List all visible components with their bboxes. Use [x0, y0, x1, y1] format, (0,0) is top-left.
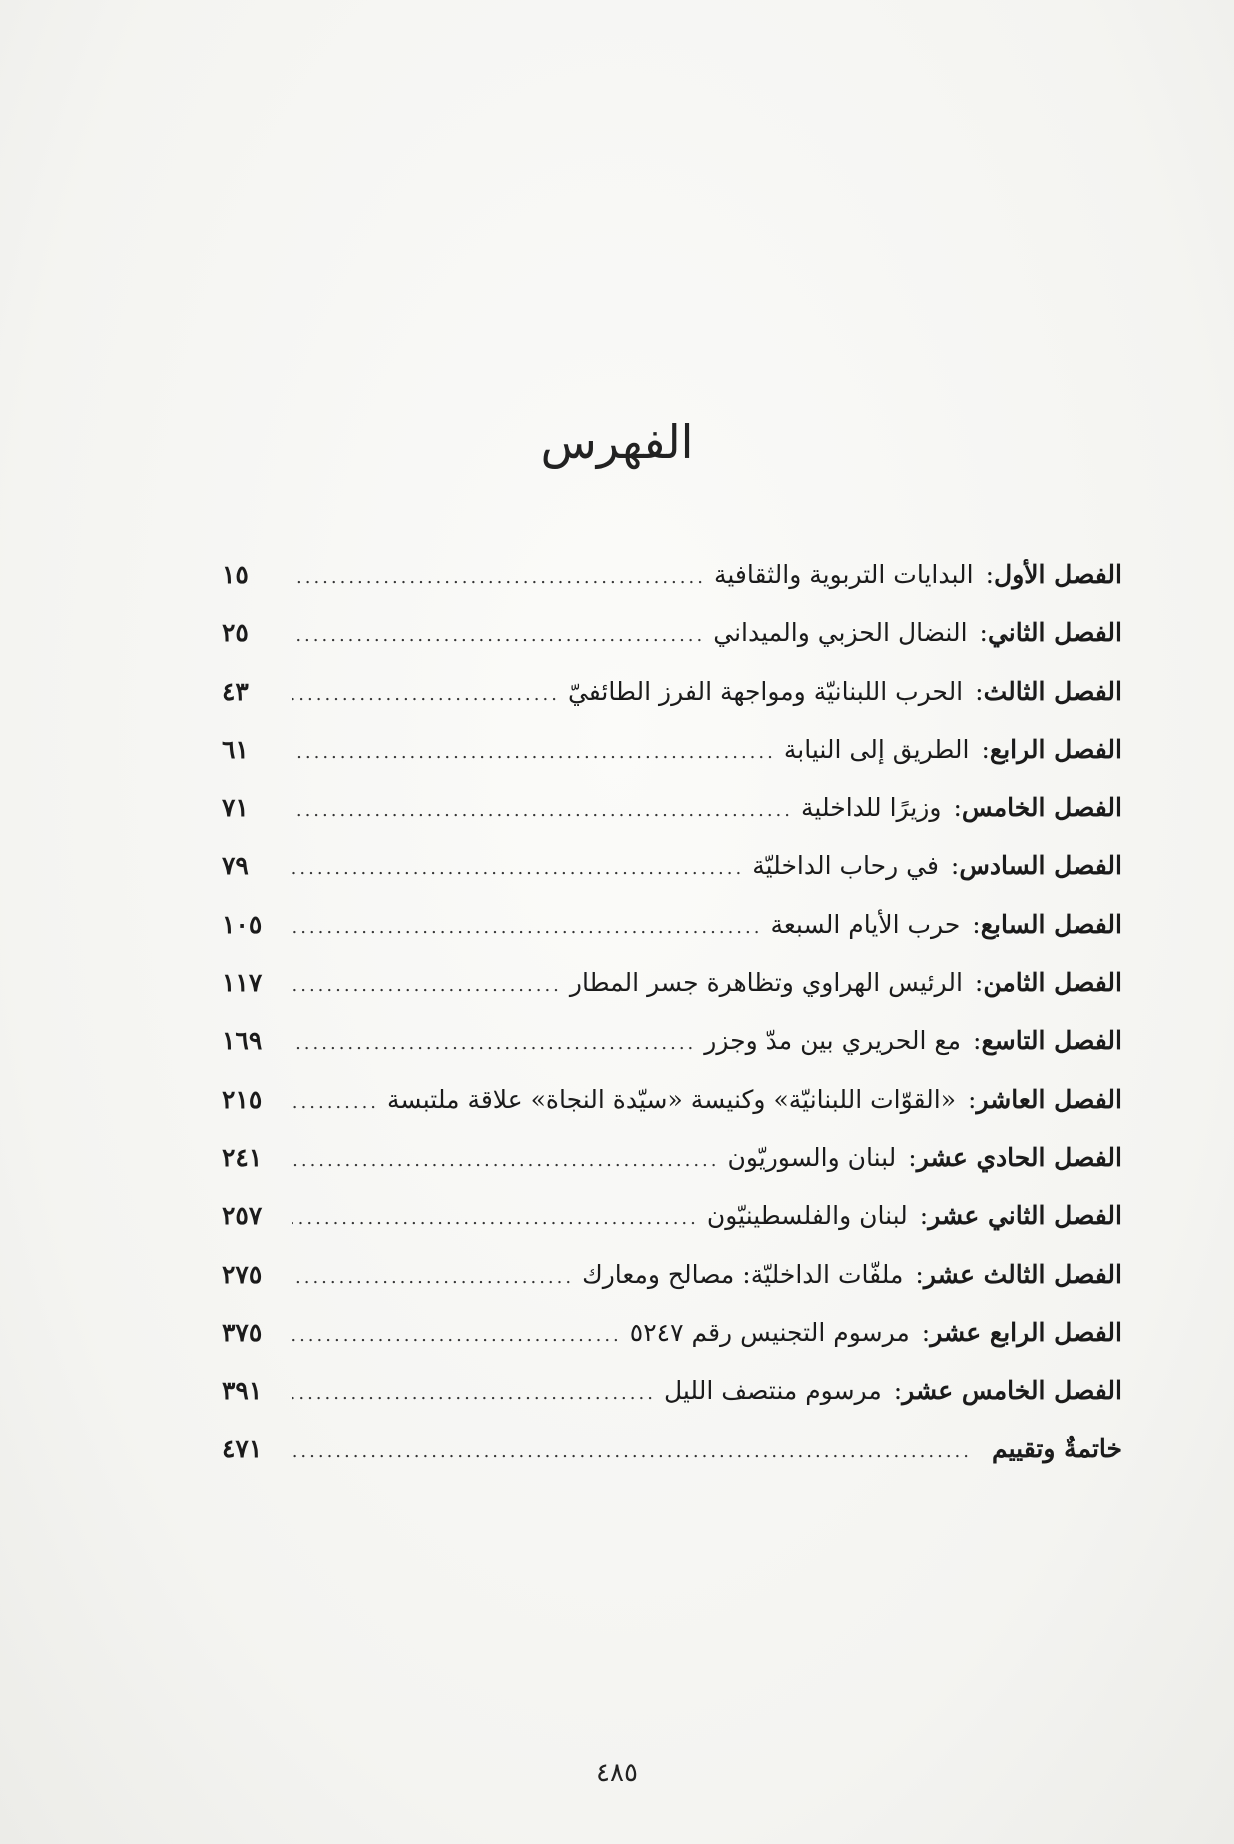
chapter-title: مرسوم التجنيس رقم ٥٢٤٧ [629, 1317, 910, 1347]
toc-entry [222, 677, 1122, 735]
chapter-label: الفصل الخامس عشر [902, 1376, 1122, 1406]
dot-leader [292, 1208, 699, 1229]
chapter-separator: : [975, 676, 984, 706]
chapter-separator: : [968, 1084, 977, 1114]
dot-leader [292, 567, 706, 588]
chapter-label: خاتمةٌ وتقييم [992, 1434, 1122, 1464]
dot-leader [292, 1267, 574, 1288]
toc-entry [222, 1085, 1122, 1143]
chapter-separator: : [974, 968, 984, 998]
toc-entry [222, 1260, 1122, 1318]
chapter-label: الفصل الثالث [983, 676, 1122, 706]
chapter-separator: : [919, 1201, 929, 1231]
chapter-separator: : [953, 793, 962, 823]
toc-entry [222, 1026, 1122, 1084]
toc-entry [222, 1434, 1122, 1492]
chapter-label: الفصل الثامن [983, 968, 1122, 998]
chapter-separator: : [893, 1376, 903, 1406]
toc-entry [222, 1201, 1122, 1259]
chapter-title: النضال الحزبي والميداني [713, 618, 968, 648]
chapter-title: ملفّات الداخليّة: مصالح ومعارك [582, 1259, 904, 1289]
chapter-title: وزيرًا للداخلية [801, 793, 942, 823]
chapter-page-number: ٢٥٧ [222, 1201, 263, 1231]
dot-leader [292, 625, 705, 646]
dot-leader [292, 1441, 972, 1462]
chapter-page-number: ٢٧٥ [222, 1259, 263, 1289]
toc-entry [222, 968, 1122, 1026]
chapter-label: الفصل الثالث عشر [923, 1259, 1122, 1289]
chapter-page-number: ٣٧٥ [222, 1317, 263, 1347]
dot-leader [292, 1150, 720, 1171]
dot-leader [292, 684, 560, 705]
chapter-title: لبنان والفلسطينيّون [706, 1201, 908, 1231]
page-title: الفهرس [540, 415, 694, 469]
chapter-page-number: ٤٣ [222, 676, 249, 706]
toc-entry [222, 851, 1122, 909]
chapter-separator: : [979, 618, 988, 648]
chapter-page-number: ١٥ [222, 560, 249, 589]
page-number: ٤٨٥ [596, 1758, 638, 1788]
dot-leader [292, 1092, 379, 1113]
chapter-separator: : [972, 909, 981, 939]
chapter-label: الفصل الثاني [987, 618, 1122, 648]
chapter-label: الفصل الثاني عشر [928, 1201, 1122, 1231]
toc-entry [222, 1376, 1122, 1434]
chapter-page-number: ٢٥ [222, 618, 249, 648]
chapter-page-number: ١٦٩ [222, 1026, 263, 1056]
chapter-page-number: ١١٧ [222, 968, 263, 998]
chapter-separator: : [950, 851, 960, 881]
toc-entry [222, 1143, 1122, 1201]
dot-leader [292, 1325, 622, 1346]
chapter-page-number: ١٠٥ [222, 909, 263, 939]
chapter-title: البدايات التربوية والثقافية [713, 560, 974, 589]
chapter-page-number: ٢١٥ [222, 1084, 263, 1114]
chapter-page-number: ٧٩ [222, 851, 249, 881]
chapter-title: مع الحريري بين مدّ وجزر [704, 1026, 962, 1056]
chapter-label: الفصل السادس [959, 851, 1122, 881]
chapter-label: الفصل التاسع [981, 1026, 1122, 1056]
chapter-label: الفصل السابع [980, 909, 1122, 939]
chapter-title: مرسوم منتصف الليل [663, 1376, 882, 1406]
chapter-separator: : [908, 1142, 917, 1172]
toc-entry [222, 735, 1122, 793]
toc-entry [222, 793, 1122, 851]
dot-leader [292, 1033, 696, 1054]
chapter-title: في رحاب الداخليّة [752, 851, 939, 881]
chapter-page-number: ٣٩١ [222, 1376, 263, 1406]
toc-entry [222, 618, 1122, 676]
dot-leader [292, 1383, 656, 1404]
chapter-label: الفصل العاشر [976, 1084, 1122, 1114]
toc-entry [222, 560, 1122, 618]
chapter-separator: : [985, 560, 995, 589]
table-of-contents [222, 560, 1122, 1493]
chapter-title: «القوّات اللبنانيّة» وكنيسة «سيّدة النجاة» علاقة ملتبسة [387, 1084, 957, 1114]
chapter-separator: : [921, 1317, 931, 1347]
chapter-label: الفصل الأول [994, 560, 1122, 589]
toc-entry [222, 1318, 1122, 1376]
chapter-page-number: ٢٤١ [222, 1142, 263, 1172]
chapter-label: الفصل الرابع [989, 734, 1122, 764]
toc-entry [222, 910, 1122, 968]
chapter-title: حرب الأيام السبعة [770, 909, 961, 939]
chapter-page-number: ٤٧١ [222, 1434, 263, 1464]
dot-leader [292, 917, 762, 938]
chapter-separator: : [981, 734, 990, 764]
chapter-separator: : [915, 1259, 924, 1289]
dot-leader [292, 975, 562, 996]
chapter-label: الفصل الرابع عشر [930, 1317, 1122, 1347]
dot-leader [292, 800, 793, 821]
chapter-title: الرئيس الهراوي وتظاهرة جسر المطار [569, 968, 963, 998]
chapter-page-number: ٦١ [222, 734, 249, 764]
chapter-separator: : [973, 1026, 982, 1056]
chapter-title: الطريق إلى النيابة [783, 734, 970, 764]
chapter-label: الفصل الحادي عشر [916, 1142, 1122, 1172]
dot-leader [292, 858, 744, 879]
chapter-title: الحرب اللبنانيّة ومواجهة الفرز الطائفيّ [567, 676, 964, 706]
chapter-title: لبنان والسوريّون [727, 1142, 897, 1172]
chapter-page-number: ٧١ [222, 793, 249, 823]
dot-leader [292, 742, 776, 763]
chapter-label: الفصل الخامس [961, 793, 1122, 823]
